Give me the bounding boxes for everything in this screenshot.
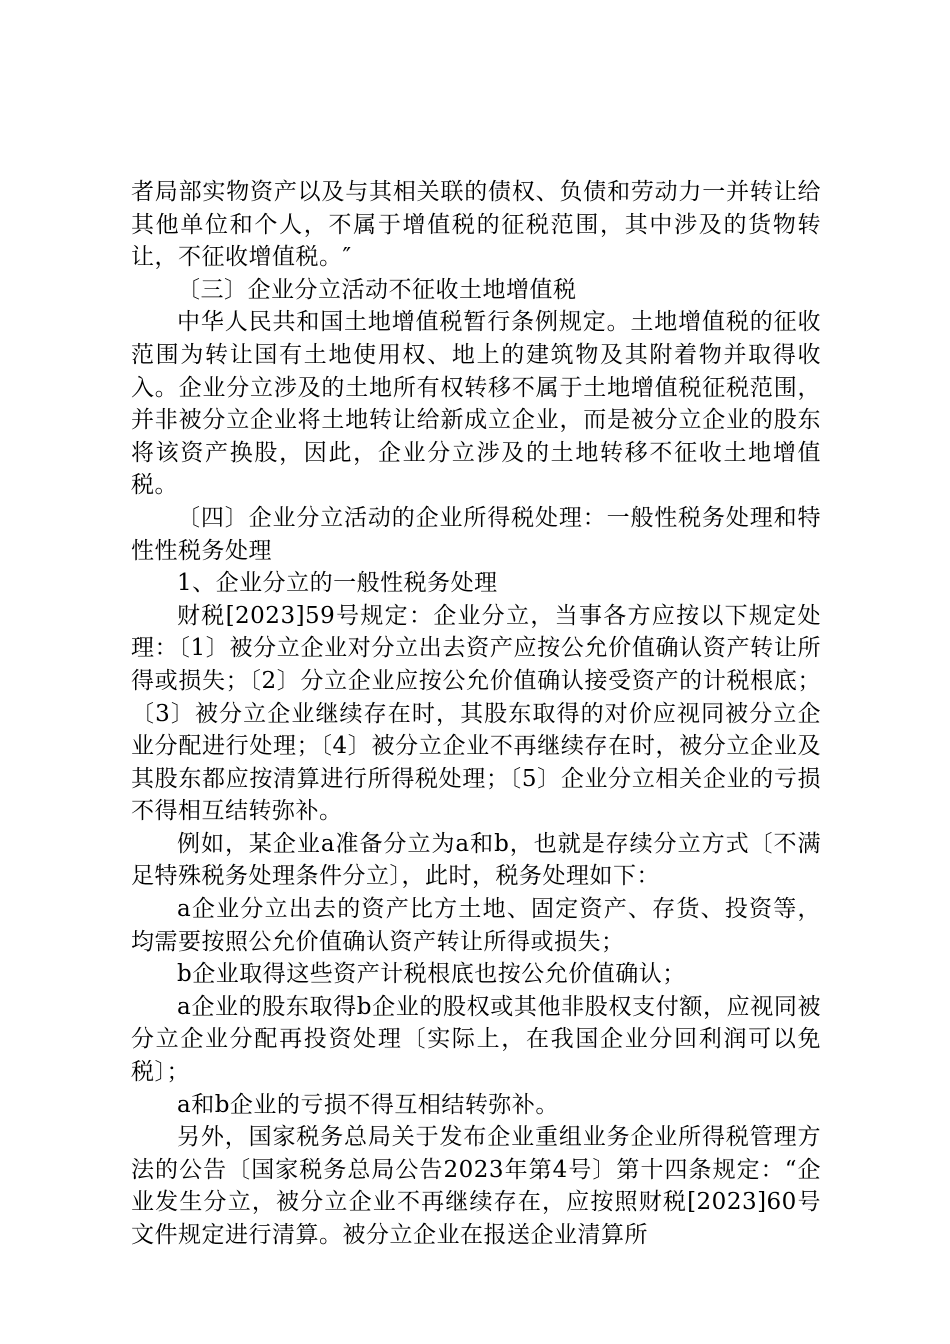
paragraph-land-vat: 中华人民共和国土地增值税暂行条例规定。土地增值税的征收范围为转让国有土地使用权、地上的建筑物及其附着物并取得收入。企业分立涉及的土地所有权转移不属于土地增值税征税范围，并非被分立企业将土地转让给新成立企业，而是被分立企业的股东将该资产换股，因此，企业分立涉及的土地转移不征收土地增值税。 [131,309,821,499]
section-heading-income-tax: 〔四〕企业分立活动的企业所得税处理：一般性税务处理和特性性税务处理 [131,504,821,564]
subheading-general-treatment: 1、企业分立的一般性税务处理 [177,570,498,597]
paragraph-example-b-basis: b企业取得这些资产计税根底也按公允价值确认； [177,961,686,988]
document-body [131,176,821,1252]
paragraph-continuation: 者局部实物资产以及与其相关联的债权、负债和劳动力一并转让给其他单位和个人，不属于增值税的征税范围，其中涉及的货物转让，不征收增值税。″ [131,179,821,271]
paragraph-example-shareholders: a企业的股东取得b企业的股权或其他非股权支付额，应视同被分立企业分配再投资处理〔实际上，在我国企业分回利润可以免税〕； [131,993,821,1086]
paragraph-announcement: 另外，国家税务总局关于发布企业重组业务企业所得税管理方法的公告〔国家税务总局公告2023年第4号〕第十四条规定：“企业发生分立，被分立企业不再继续存在，应按照财税[2023]60号文件规定进行清算。被分立企业在报送企业清算所 [131,1124,821,1248]
section-heading-land-vat: 〔三〕企业分立活动不征收土地增值税 [177,276,577,303]
paragraph-regulation-59: 财税[2023]59号规定：企业分立，当事各方应按以下规定处理：〔1〕被分立企业对分立出去资产应按公允价值确认资产转让所得或损失；〔2〕分立企业应按公允价值确认接受资产的计税根底；〔3〕被分立企业继续存在时，其股东取得的对价应视同被分立企业分配进行处理；〔4〕被分立企业不再继续存在时，被分立企业及其股东都应按清算进行所得税处理；〔5〕企业分立相关企业的亏损不得相互结转弥补。 [131,602,821,825]
paragraph-example-a-assets: a企业分立出去的资产比方土地、固定资产、存货、投资等，均需要按照公允价值确认资产转让所得或损失； [131,896,821,955]
paragraph-example-losses: a和b企业的亏损不得互相结转弥补。 [177,1091,559,1118]
paragraph-example: 例如，某企业a准备分立为a和b，也就是存续分立方式〔不满足特殊税务处理条件分立〕，此时，税务处理如下： [131,830,821,890]
